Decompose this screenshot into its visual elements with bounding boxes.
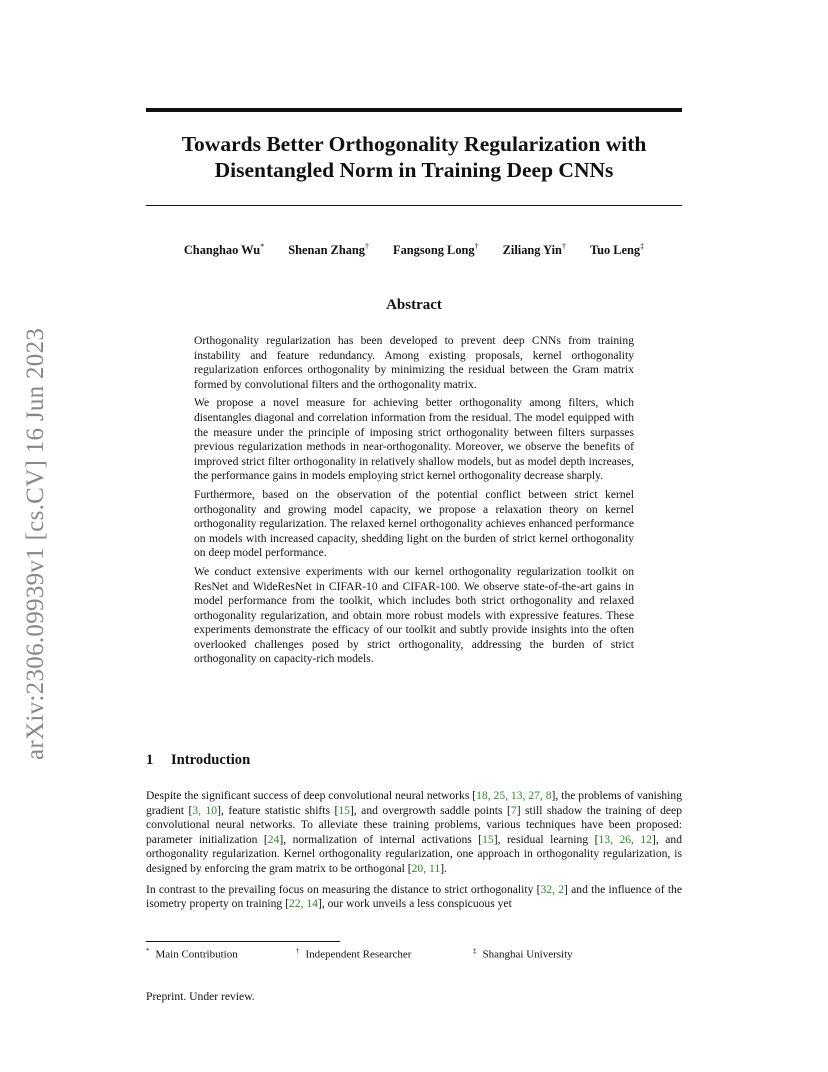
title-rule-bottom [146,205,682,206]
intro-paragraph-1: Despite the significant success of deep convolutional neural networks [18, 25, 13, 27, 8], the problems of vanishing gradient [3, 10], feature statistic shifts [15], and overgrowth saddle points [7] still shadow the training of deep convolutional neural networks. To alleviate these training problems, various techniques have been proposed: parameter initialization [24], normalization of internal activations [15], residual learning [13, 26, 12], and orthogonality regularization. Kernel orthogonality regularization, one approach in orthogonality regularization, is designed by enforcing the gram matrix to be orthogonal [20, 11]. [146,789,683,875]
title-line-2: Disentangled Norm in Training Deep CNNs [214,158,614,182]
footnote-rule [146,941,340,942]
citation-link[interactable]: 7 [510,803,517,817]
section-number: 1 [146,752,154,768]
citation-link[interactable]: 24 [267,832,280,846]
abstract-body [194,334,634,671]
citation-link[interactable]: 22, 14 [288,897,318,911]
citation-link[interactable]: 20, 11 [411,861,441,875]
citation-link[interactable]: 15 [338,803,350,817]
title-line-1: Towards Better Orthogonality Regularization with [181,132,647,156]
intro-paragraph-2: In contrast to the prevailing focus on measuring the distance to strict orthogonality [32, 2] and the influence of the isometry property on training [22, 14], our work unveils a less conspicuous yet [146,882,683,911]
author: Shenan Zhang† [288,242,369,258]
author: Tuo Leng‡ [589,242,645,258]
footnote: * Main Contribution [146,947,238,961]
citation-link[interactable]: 13, 26, 12 [598,832,653,846]
preprint-note: Preprint. Under review. [146,990,255,1003]
section-heading [146,752,250,769]
abstract-paragraph: Orthogonality regularization has been developed to prevent deep CNNs from training instability and feature redundancy. Among existing proposals, kernel orthogonality regularization enforces orthogonality by minimizing the residual between the Gram matrix formed by convolutional filters and the orthogonality matrix. [194,334,634,391]
author: Changhao Wu* [183,242,265,258]
citation-link[interactable]: 3, 10 [192,803,218,817]
introduction-body [146,789,682,918]
arxiv-identifier: arXiv:2306.09939v1 [cs.CV] 16 Jun 2023 [22,327,49,760]
author: Ziliang Yin† [502,242,566,258]
abstract-heading: Abstract [386,297,442,313]
abstract-paragraph: We conduct extensive experiments with our kernel orthogonality regularization toolkit on ResNet and WideResNet in CIFAR-10 and CIFAR-100. We observe state-of-the-art gains in model performance from the toolkit, which includes both strict orthogonality and relaxed orthogonality regularization, and obtain more robust models with expressive features. These experiments demonstrate the efficacy of our toolkit and subtly provide insights into the often overlooked challenges posed by strict orthogonality, addressing the burden of strict orthogonality on capacity-rich models. [194,564,634,666]
abstract-paragraph: We propose a novel measure for achieving better orthogonality among filters, which disentangles diagonal and correlation information from the residual. The model equipped with the measure under the principle of imposing strict orthogonality between filters surpasses previous regularization methods in near-orthogonality. Moreover, we observe the benefits of improved strict filter orthogonality in relatively shallow models, but as model depth increases, the performance gains in models employing strict kernel orthogonality decrease sharply. [194,396,634,483]
citation-link[interactable]: 18, 25, 13, 27, 8 [476,789,552,802]
abstract-paragraph: Furthermore, based on the observation of the potential conflict between strict kernel orthogonality and growing model capacity, we propose a relaxation theory on kernel orthogonality regularization. The relaxed kernel orthogonality achieves enhanced performance on models with increased capacity, shedding light on the burden of strict kernel orthogonality on deep model performance. [194,487,634,560]
section-title: Introduction [171,752,251,768]
footnote: ‡ Shanghai University [473,947,573,961]
author-list [146,242,682,258]
footnote: † Independent Researcher [296,947,412,961]
citation-link[interactable]: 15 [482,832,494,846]
footnotes [146,947,682,961]
paper-title [146,131,682,183]
title-rule-top [146,108,682,112]
author: Fangsong Long† [393,242,479,258]
citation-link[interactable]: 32, 2 [540,882,565,896]
